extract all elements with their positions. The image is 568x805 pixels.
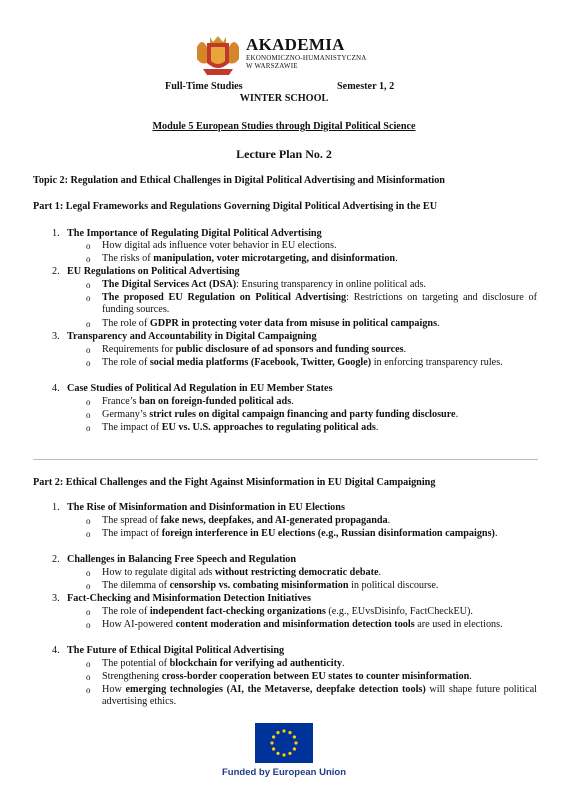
sub-item: Strengthening cross-border cooperation between EU states to counter misinformation.	[102, 671, 472, 682]
sub-item: The proposed EU Regulation on Political Advertising: Restrictions on targeting and disclosure of funding sources.	[102, 292, 537, 315]
sub-item: The role of social media platforms (Facebook, Twitter, Google) in enforcing transparency rules.	[102, 357, 503, 368]
bullet-icon: o	[86, 568, 91, 578]
section-divider	[33, 459, 538, 460]
lecture-plan-title: Lecture Plan No. 2	[236, 147, 332, 161]
list-item-number: 2.	[52, 266, 60, 277]
sub-item: The Digital Services Act (DSA): Ensuring transparency in online political ads.	[102, 279, 426, 290]
eu-star	[294, 741, 297, 744]
bullet-icon: o	[86, 685, 91, 695]
eu-flag-icon	[255, 723, 313, 763]
bullet-icon: o	[86, 410, 91, 420]
sub-item: How to regulate digital ads without restricting democratic debate.	[102, 567, 382, 578]
sub-item: The role of independent fact-checking organizations (e.g., EUvsDisinfo, FactCheckEU).	[102, 606, 473, 617]
bullet-icon: o	[86, 672, 91, 682]
eu-star	[276, 752, 279, 755]
list-item-number: 1.	[52, 228, 60, 239]
sub-item: The role of GDPR in protecting voter data from misuse in political campaigns.	[102, 318, 440, 329]
list-item-title: The Importance of Regulating Digital Political Advertising	[67, 228, 322, 239]
sub-item: The impact of EU vs. U.S. approaches to regulating political ads.	[102, 422, 379, 433]
eu-star	[272, 735, 275, 738]
list-item-number: 4.	[52, 383, 60, 394]
logo-subtitle: EKONOMICZNO-HUMANISTYCZNA	[246, 54, 367, 62]
list-item-title: EU Regulations on Political Advertising	[67, 266, 240, 277]
logo-text	[246, 36, 367, 70]
list-item-title: The Rise of Misinformation and Disinformation in EU Elections	[67, 502, 345, 513]
bullet-icon: o	[86, 293, 91, 303]
sub-item: How emerging technologies (AI, the Metaverse, deepfake detection tools) will shape future political advertising ethics.	[102, 684, 537, 707]
list-item-title: Fact-Checking and Misinformation Detection Initiatives	[67, 593, 311, 604]
eu-star	[288, 752, 291, 755]
sub-item: The spread of fake news, deepfakes, and AI-generated propaganda.	[102, 515, 391, 526]
part2-title: Part 2: Ethical Challenges and the Fight Against Misinformation in EU Digital Campaigning	[33, 477, 436, 488]
eu-star	[276, 731, 279, 734]
list-item-title: Challenges in Balancing Free Speech and Regulation	[67, 554, 297, 565]
sub-item: Requirements for public disclosure of ad sponsors and funding sources.	[102, 344, 407, 355]
sub-item: Germany’s strict rules on digital campaign financing and party funding disclosure.	[102, 409, 459, 420]
bullet-icon: o	[86, 581, 91, 591]
bullet-icon: o	[86, 241, 91, 251]
module-title: Module 5 European Studies through Digital Political Science	[152, 121, 416, 132]
bullet-icon: o	[86, 345, 91, 355]
sub-item: The dilemma of censorship vs. combating misinformation in political discourse.	[102, 580, 439, 591]
bullet-icon: o	[86, 620, 91, 630]
list-item-title: The Future of Ethical Digital Political Advertising	[67, 645, 285, 656]
sub-item: France’s ban on foreign-funded political ads.	[102, 396, 294, 407]
list-item-number: 3.	[52, 593, 60, 604]
sub-item: How digital ads influence voter behavior in EU elections.	[102, 240, 337, 251]
bullet-icon: o	[86, 358, 91, 368]
funded-by-eu: Funded by European Union	[221, 767, 347, 778]
bullet-icon: o	[86, 280, 91, 290]
semester: Semester 1, 2	[337, 81, 395, 92]
bullet-icon: o	[86, 529, 91, 539]
eu-star	[282, 753, 285, 756]
bullet-icon: o	[86, 423, 91, 433]
eu-star	[272, 747, 275, 750]
part1-title: Part 1: Legal Frameworks and Regulations Governing Digital Political Advertising in the EU	[33, 201, 438, 212]
bullet-icon: o	[86, 319, 91, 329]
eu-star	[293, 747, 296, 750]
list-item-number: 4.	[52, 645, 60, 656]
bullet-icon: o	[86, 397, 91, 407]
list-item-number: 2.	[52, 554, 60, 565]
list-item-title: Case Studies of Political Ad Regulation in EU Member States	[67, 383, 333, 394]
sub-item: The impact of foreign interference in EU elections (e.g., Russian disinformation campaigns).	[102, 528, 498, 539]
eu-star	[288, 731, 291, 734]
list-item-title: Transparency and Accountability in Digital Campaigning	[67, 331, 317, 342]
list-item-number: 1.	[52, 502, 60, 513]
bullet-icon: o	[86, 607, 91, 617]
eu-star	[282, 729, 285, 732]
sub-item: The risks of manipulation, voter microtargeting, and disinformation.	[102, 253, 398, 264]
logo-name: AKADEMIA	[246, 35, 345, 54]
crest-icon	[193, 33, 243, 79]
study-mode: Full-Time Studies	[165, 81, 243, 92]
bullet-icon: o	[86, 254, 91, 264]
logo-subtitle-city: W WARSZAWIE	[246, 62, 298, 70]
eu-star	[293, 735, 296, 738]
sub-item: How AI-powered content moderation and misinformation detection tools are used in elections.	[102, 619, 503, 630]
school-name: WINTER SCHOOL	[239, 93, 329, 104]
bullet-icon: o	[86, 516, 91, 526]
bullet-icon: o	[86, 659, 91, 669]
sub-item: The potential of blockchain for verifying ad authenticity.	[102, 658, 345, 669]
eu-star	[270, 741, 273, 744]
list-item-number: 3.	[52, 331, 60, 342]
topic-title: Topic 2: Regulation and Ethical Challenges in Digital Political Advertising and Misinformation	[33, 175, 445, 186]
